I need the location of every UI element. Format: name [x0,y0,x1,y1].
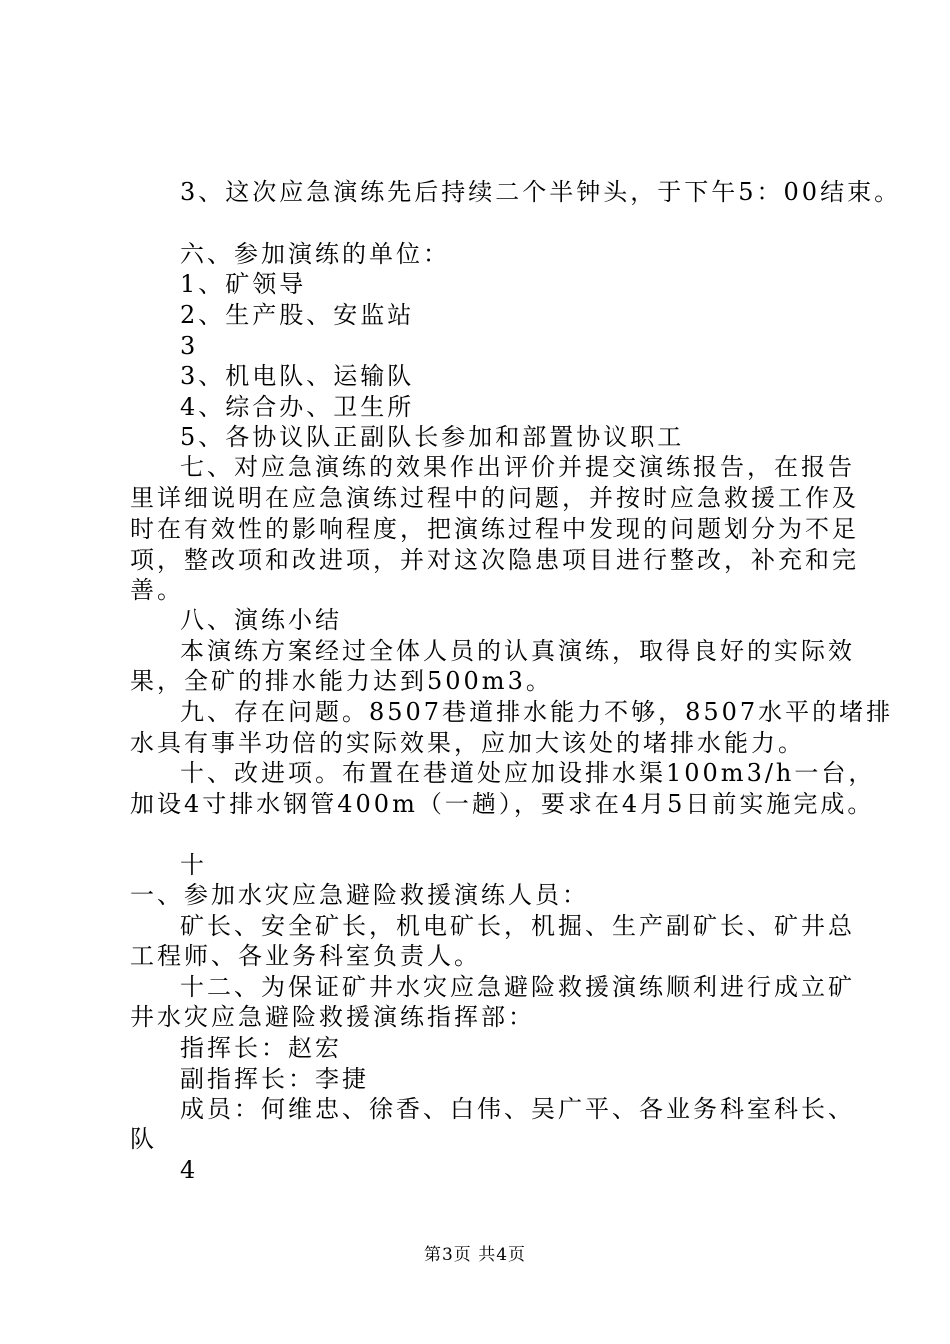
list-item: 2、生产股、安监站 [180,301,415,329]
list-item: 1、矿领导 [180,270,307,298]
paragraph-line: 矿长、安全矿长，机电矿长，机掘、生产副矿长、矿井总 [180,912,855,940]
list-item: 4、综合办、卫生所 [180,393,415,421]
paragraph-line: 井水灾应急避险救援演练指挥部： [130,1003,535,1031]
paragraph-line: 工程师、各业务科室负责人。 [130,942,481,970]
paragraph-line: 加设4寸排水钢管400m（一趟），要求在4月5日前实施完成。 [130,790,875,818]
paragraph-line: 善。 [130,576,184,604]
section-heading: 十二、为保证矿井水灾应急避险救援演练顺利进行成立矿 [180,973,855,1001]
section-heading: 七、对应急演练的效果作出评价并提交演练报告，在报告 [180,453,855,481]
paragraph-line: 指挥长：赵宏 [180,1034,342,1062]
paragraph-line: 果，全矿的排水能力达到500m3。 [130,667,553,695]
section-heading: 一、参加水灾应急避险救援演练人员： [130,881,589,909]
section-heading: 六、参加演练的单位： [180,240,450,268]
paragraph-line: 十 [180,851,207,879]
paragraph-line: 成员：何维忠、徐香、白伟、吴广平、各业务科室科长、 [180,1095,855,1123]
paragraph-line: 里详细说明在应急演练过程中的问题，并按时应急救援工作及 [130,484,859,512]
paragraph-line: 水具有事半功倍的实际效果，应加大该处的堵排水能力。 [130,729,805,757]
section-heading: 九、存在问题。8507巷道排水能力不够，8507水平的堵排 [180,698,894,726]
paragraph-line: 副指挥长：李捷 [180,1065,369,1093]
paragraph-line: 4 [180,1156,199,1184]
paragraph-line: 时在有效性的影响程度，把演练过程中发现的问题划分为不足 [130,515,859,543]
paragraph-line: 3 [180,332,199,360]
list-item: 3、机电队、运输队 [180,362,415,390]
paragraph-line: 3、这次应急演练先后持续二个半钟头，于下午5：00结束。 [180,178,902,206]
paragraph-line: 项，整改项和改进项，并对这次隐患项目进行整改，补充和完 [130,546,859,574]
list-item: 5、各协议队正副队长参加和部置协议职工 [180,423,685,451]
page-footer: 第3页 共4页 [423,1245,527,1265]
paragraph-line: 队 [130,1125,157,1153]
paragraph-line: 本演练方案经过全体人员的认真演练，取得良好的实际效 [180,637,855,665]
section-heading: 十、改进项。布置在巷道处应加设排水渠100m3/h一台， [180,759,876,787]
section-heading: 八、演练小结 [180,606,342,634]
